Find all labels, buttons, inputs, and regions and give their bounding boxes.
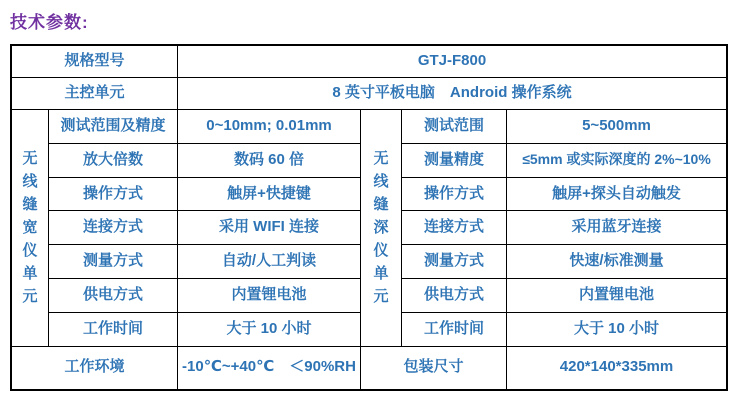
right-row-label: 测量精度 xyxy=(402,144,506,177)
spec-model-label: 规格型号 xyxy=(12,46,177,77)
right-row-value: 触屏+探头自动触发 xyxy=(507,178,726,211)
right-row-label: 操作方式 xyxy=(402,178,506,211)
left-row-value: 触屏+快捷键 xyxy=(178,178,360,211)
left-row-value: 0~10mm; 0.01mm xyxy=(178,110,360,143)
left-row-value: 大于 10 小时 xyxy=(178,313,360,346)
right-row-value: ≤5mm 或实际深度的 2%~10% xyxy=(507,144,726,177)
spec-model-value: GTJ-F800 xyxy=(178,46,726,77)
right-row-value: 快速/标准测量 xyxy=(507,245,726,278)
right-row-value: 采用蓝牙连接 xyxy=(507,211,726,244)
right-unit-name-text: 无线缝深仪单元 xyxy=(373,150,389,306)
control-unit-label: 主控单元 xyxy=(12,78,177,109)
left-row-label: 供电方式 xyxy=(49,279,177,312)
work-env-label: 工作环境 xyxy=(12,347,177,389)
right-row-value: 5~500mm xyxy=(507,110,726,143)
right-row-label: 测试范围 xyxy=(402,110,506,143)
tech-params-table xyxy=(10,44,728,391)
right-row-value: 内置锂电池 xyxy=(507,279,726,312)
page-title: 技术参数: xyxy=(10,13,89,32)
control-unit-value: 8 英寸平板电脑 Android 操作系统 xyxy=(178,78,726,109)
left-row-label: 工作时间 xyxy=(49,313,177,346)
left-row-value: 采用 WIFI 连接 xyxy=(178,211,360,244)
right-row-label: 工作时间 xyxy=(402,313,506,346)
work-env-value: -10℃~+40℃ ＜90%RH xyxy=(178,347,360,389)
left-row-value: 自动/人工判读 xyxy=(178,245,360,278)
left-row-label: 测试范围及精度 xyxy=(49,110,177,143)
right-row-label: 连接方式 xyxy=(402,211,506,244)
right-unit-name xyxy=(361,110,401,346)
package-size-value: 420*140*335mm xyxy=(507,347,726,389)
left-row-value: 数码 60 倍 xyxy=(178,144,360,177)
right-row-value: 大于 10 小时 xyxy=(507,313,726,346)
left-row-label: 连接方式 xyxy=(49,211,177,244)
right-row-label: 供电方式 xyxy=(402,279,506,312)
left-row-label: 操作方式 xyxy=(49,178,177,211)
left-row-label: 测量方式 xyxy=(49,245,177,278)
left-unit-name xyxy=(12,110,48,346)
left-row-value: 内置锂电池 xyxy=(178,279,360,312)
right-row-label: 测量方式 xyxy=(402,245,506,278)
left-row-label: 放大倍数 xyxy=(49,144,177,177)
left-unit-name-text: 无线缝宽仪单元 xyxy=(22,150,38,306)
package-size-label: 包装尺寸 xyxy=(361,347,506,389)
